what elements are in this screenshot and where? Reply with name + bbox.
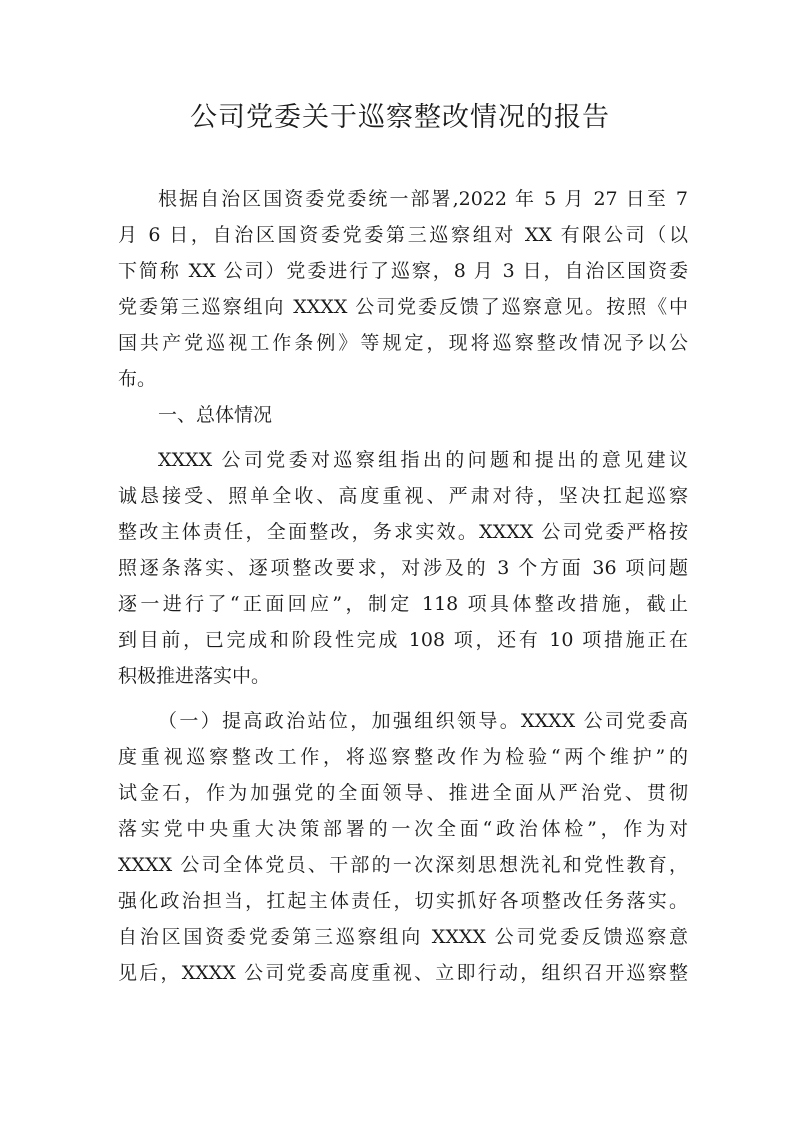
paragraph-1-line-3: 下简称 XX 公司）党委进行了巡察，8 月 3 日，自治区国资委 [118, 260, 688, 282]
paragraph-3-line-7: 自治区国资委党委第三巡察组向 XXXX 公司党委反馈巡察意 [118, 926, 688, 948]
paragraph-1-line-5: 国共产党巡视工作条例》等规定，现将巡察整改情况予以公 [118, 332, 688, 354]
paragraph-2-line-1: XXXX 公司党委对巡察组指出的问题和提出的意见建议 [158, 449, 688, 471]
paragraph-3-line-6: 强化政治担当，扛起主体责任，切实抓好各项整改任务落实。 [118, 890, 688, 912]
paragraph-1-line-6: 布。 [118, 368, 157, 390]
paragraph-2-line-6: 到目前，已完成和阶段性完成 108 项，还有 10 项措施正在 [118, 629, 688, 651]
paragraph-3-line-4: 落实党中央重大决策部署的一次全面“政治体检”，作为对 [118, 818, 688, 840]
paragraph-1-line-1: 根据自治区国资委党委统一部署,2022 年 5 月 27 日至 7 [158, 188, 688, 210]
paragraph-2-line-2: 诚恳接受、照单全收、高度重视、严肃对待，坚决扛起巡察 [118, 485, 688, 507]
document-title: 公司党委关于巡察整改情况的报告 [190, 102, 610, 133]
paragraph-2-line-7: 积极推进落实中。 [118, 665, 271, 687]
paragraph-2-line-4: 照逐条落实、逐项整改要求，对涉及的 3 个方面 36 项问题 [118, 557, 688, 579]
paragraph-2-line-5: 逐一进行了“正面回应”，制定 118 项具体整改措施，截止 [118, 593, 688, 615]
paragraph-3-line-5: XXXX 公司全体党员、干部的一次深刻思想洗礼和党性教育， [118, 854, 688, 876]
paragraph-3-line-8: 见后，XXXX 公司党委高度重视、立即行动，组织召开巡察整 [118, 962, 688, 984]
paragraph-1-line-4: 党委第三巡察组向 XXXX 公司党委反馈了巡察意见。按照《中 [118, 296, 688, 318]
paragraph-2-line-3: 整改主体责任，全面整改，务求实效。XXXX 公司党委严格按 [118, 521, 688, 543]
paragraph-3-line-1: （一）提高政治站位，加强组织领导。XXXX 公司党委高 [158, 710, 688, 732]
paragraph-3-line-3: 试金石，作为加强党的全面领导、推进全面从严治党、贯彻 [118, 782, 688, 804]
section-heading-overview: 一、总体情况 [158, 404, 273, 426]
paragraph-3-line-2: 度重视巡察整改工作，将巡察整改作为检验“两个维护”的 [118, 746, 688, 768]
paragraph-1-line-2: 月 6 日，自治区国资委党委第三巡察组对 XX 有限公司（以 [118, 224, 688, 246]
